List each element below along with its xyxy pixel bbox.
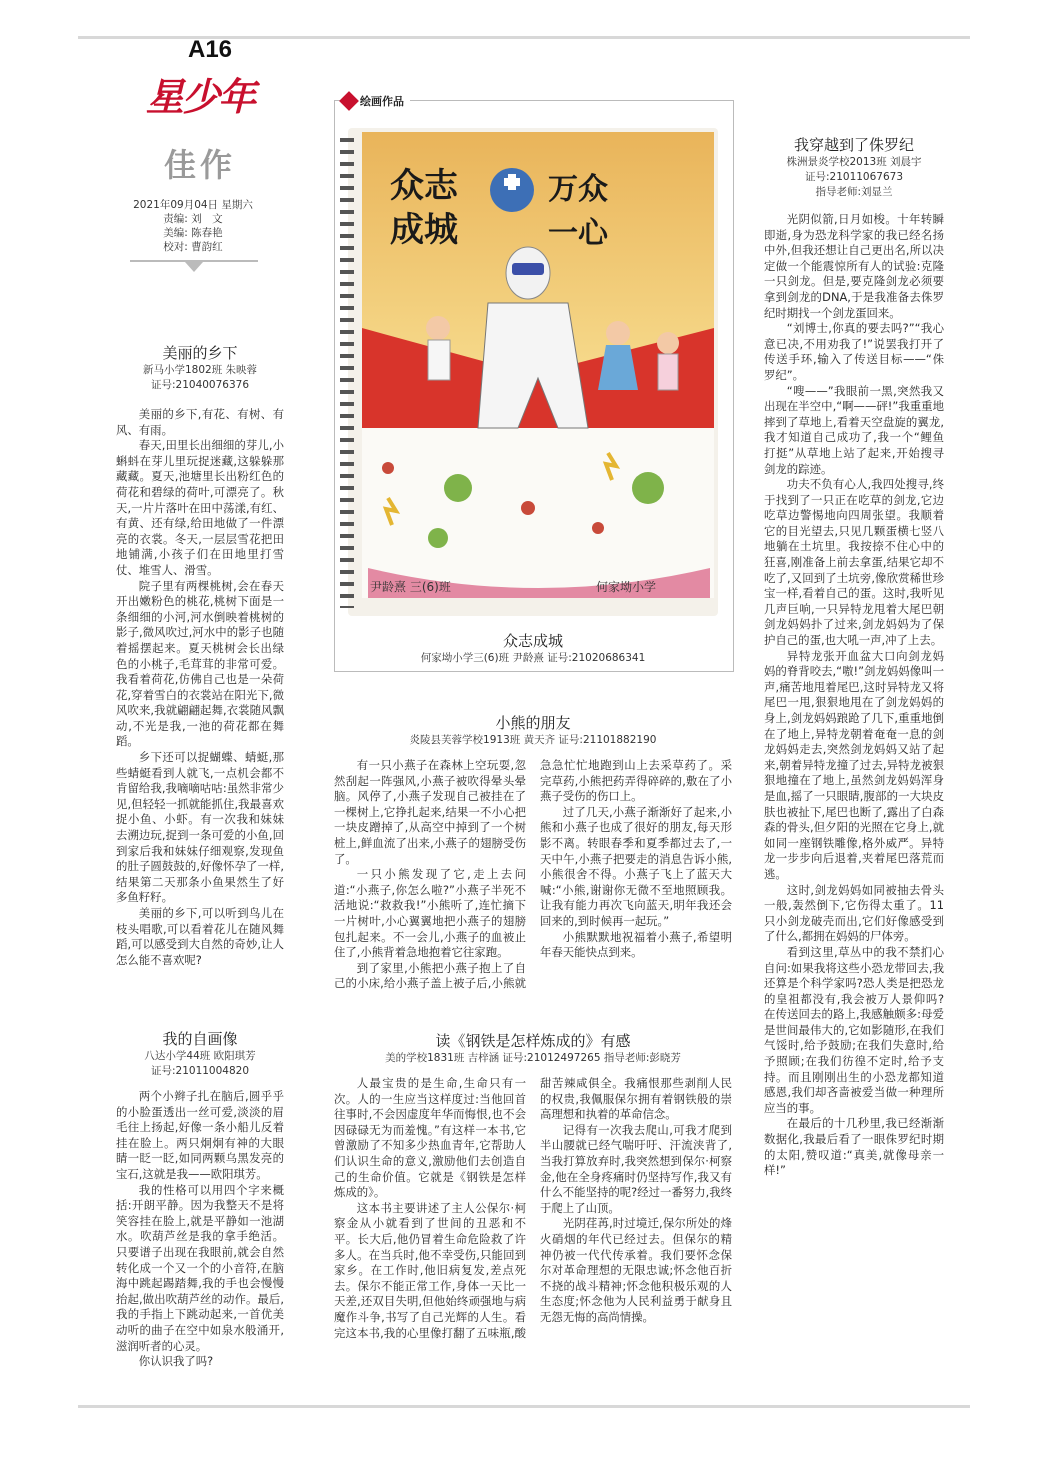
paragraph: 功夫不负有心人,我四处搜寻,终于找到了一只正在吃草的剑龙,它边吃草边警惕地向四周张望。我顺着它的目光望去,只见几颗蛋横七竖八地躺在土坑里。我按捺不住心中的狂喜,刚准备上前去拿蛋,结果它却不吃了,又回到了土坑旁,像欣赏稀世珍宝一样,看着自己的蛋。这时,我听见几声巨响,一只异特龙甩着大尾巴朝剑龙妈妈扑了过来,剑龙妈妈为了保护自己的蛋,也大吼一声,冲了上去。 bbox=[764, 477, 944, 648]
paragraph: 美丽的乡下,可以听到鸟儿在枝头唱歌,可以看着花儿在随风舞蹈,可以感受到大自然的奇妙,让人怎么能不喜欢呢? bbox=[116, 906, 284, 967]
article-teacher: 指导老师:刘显兰 bbox=[815, 186, 893, 198]
logo-text: 星少年 bbox=[145, 75, 254, 119]
article-byline: 株洲景炎学校2013班 刘晨宇 bbox=[786, 156, 922, 168]
page-number: A16 bbox=[187, 36, 233, 63]
article-bear bbox=[334, 712, 732, 1020]
article-byline: 美的学校1831班 吉梓涵 证号:21012497265 指导老师:彭晓芳 bbox=[385, 1052, 681, 1064]
article-title: 小熊的朋友 bbox=[495, 714, 571, 732]
paragraph: 这时,剑龙妈妈如同被抽去骨头一般,轰然倒下,它伤得太重了。11只小剑龙破壳而出,它们好像感受到了什么,都拥在妈妈的尸体旁。 bbox=[764, 882, 944, 944]
paragraph: 春天,田里长出细细的芽儿,小蝌蚪在芽儿里玩捉迷藏,这躲躲那藏藏。夏天,池塘里长出粉红色的荷花和碧绿的荷叶,可漂亮了。秋天,一片片落叶在田中荡漾,有红、有黄、还有绿,给田地做了一件漂亮的衣裳。冬天,一层层雪花把田地铺满,小孩子们在田地里打雪仗、堆雪人、滑雪。 bbox=[116, 438, 284, 577]
issue-date: 2021年09月04日 星期六 bbox=[133, 199, 253, 211]
art-signature-left: 尹龄熹 三(6)班 bbox=[370, 580, 451, 594]
credit-proofreader: 校对: 曹韵红 bbox=[163, 241, 223, 253]
article-body bbox=[334, 1076, 732, 1378]
paragraph: 看到这里,草丛中的我不禁扪心自问:如果我将这些小恐龙带回去,我还算是个科学家吗?恐人类是把恐龙的皇祖都没有,我会被万人景仰吗?在传送回去的路上,我感触颇多:母爱是世间最伟大的,它如影随形,在我们气馁时,给予鼓励;在我们失意时,给予照顾;在我们彷徨不定时,给予支持。而且刚刚出生的小恐龙都知道感恩,我们却吝啬被爱当做一种理所应当的事。 bbox=[764, 944, 944, 1115]
painting-title: 众志成城 bbox=[502, 632, 563, 650]
section-title-box bbox=[150, 140, 250, 186]
paragraph: 过了几天,小燕子渐渐好了起来,小熊和小燕子也成了很好的朋友,每天形影不离。转眼春季和夏季都过去了,一天中午,小燕子把要走的消息告诉小熊,小熊很舍不得。小燕子飞上了蓝天大喊:“小熊,谢谢你无微不至地照顾我。让我有能力再次飞向蓝天,明年我还会回来的,到时候再一起玩。” bbox=[540, 804, 732, 928]
section-title: 佳作 bbox=[163, 146, 236, 184]
painting-artwork bbox=[348, 128, 718, 616]
paragraph: 美丽的乡下,有花、有树、有风、有雨。 bbox=[116, 407, 284, 437]
art-signature-right: 何家坳小学 bbox=[596, 580, 657, 594]
article-jurassic bbox=[764, 134, 944, 1179]
article-title: 美丽的乡下 bbox=[162, 344, 238, 362]
paragraph: 异特龙张开血盆大口向剑龙妈妈的脊背咬去,“嗷!”剑龙妈妈像叫一声,痛苦地甩着尾巴,这时异特龙又将尾巴一甩,狠狠地甩在了剑龙妈妈的身上,剑龙妈妈踉跄了几下,重重地倒在了地上,异特龙朝着奄奄一息的剑龙妈妈走去,突然剑龙妈妈又站了起来,朝着异特龙撞了过去,异特龙被狠狠地撞在了地上,虽然剑龙妈妈浑身是血,摇了一只眼睛,腹部的一大块皮肤也被扯下,尾巴也断了,露出了白森森的骨头,但夕阳的光照在它身上,就如同一座钢铁雕像,格外威严。异特龙一步步向后退着,夹着尾巴落荒而逃。 bbox=[764, 648, 944, 881]
painting-byline: 何家坳小学三(6)班 尹龄熹 证号:21020686341 bbox=[420, 652, 646, 664]
art-text-right: 万众 一心 bbox=[548, 172, 608, 251]
article-title: 我的自画像 bbox=[162, 1030, 238, 1048]
painting-tag: 绘画作品 bbox=[360, 95, 404, 108]
credit-art-editor: 美编: 陈春艳 bbox=[163, 227, 223, 239]
painting-caption bbox=[334, 630, 732, 666]
article-id: 证号:21040076376 bbox=[150, 379, 250, 391]
article-countryside bbox=[116, 342, 284, 968]
article-body bbox=[334, 758, 732, 1020]
painting-tag-box bbox=[340, 92, 410, 110]
paragraph: 人最宝贵的是生命,生命只有一次。人的一生应当这样度过:当他回首往事时,不会因虚度年华而悔恨,也不会因碌碌无为而羞愧。”有这样一本书,它曾激励了不知多少热血青年,它帮助人们认识生命的意义,激励他们去创造自己的生命价值。它就是《钢铁是怎样炼成的》。 bbox=[334, 1076, 526, 1200]
masthead-arrow-icon bbox=[185, 262, 203, 272]
tag-diamond-icon bbox=[339, 91, 359, 111]
paragraph: 记得有一次我去爬山,可我才爬到半山腰就已经气喘吁吁、汗流浃背了,当我打算放弃时,我突然想到保尔·柯察金,他在全身疼痛时仍坚持写作,我又有什么不能坚持的呢?经过一番努力,我终于爬上了山顶。 bbox=[540, 1122, 732, 1215]
masthead-credits bbox=[118, 198, 268, 254]
article-id: 证号:21011004820 bbox=[150, 1065, 250, 1077]
paragraph: 在最后的十几秒里,我已经渐渐数据化,我最后看了一眼侏罗纪时期的太阳,赞叹道:“真美,就像母亲一样!” bbox=[764, 1116, 944, 1178]
paragraph: 院子里有两棵桃树,会在春天开出嫩粉色的桃花,桃树下面是一条细细的小河,河水倒映着桃树的影子,微风吹过,河水中的影子也随着摇摆起来。夏天桃树会长出绿色的小桃子,毛茸茸的非常可爱。我看着荷花,仿佛自己也是一朵荷花,穿着雪白的衣裳站在阳光下,微风吹来,我就翩翩起舞,衣裳随风飘动,不光是我,一池的荷花都在舞蹈。 bbox=[116, 578, 284, 749]
article-byline: 新马小学1802班 朱映蓉 bbox=[142, 364, 258, 376]
article-byline: 八达小学44班 欧阳琪芳 bbox=[144, 1050, 256, 1062]
logo bbox=[140, 66, 260, 121]
paragraph: 我的性格可以用四个字来概括:开朗平静。因为我整天不是将笑容挂在脸上,就是平静如一池湖水。吹葫芦丝是我的拿手绝活。只要谱子出现在我眼前,就会自然转化成一个又一个的小音符,在脑海中跳起踢踏舞,我的手也会慢慢抬起,做出吹葫芦丝的动作。最后,我的手指上下跳动起来,一首优美动听的曲子在空中如泉水般涌开,滋润听者的心灵。 bbox=[116, 1182, 284, 1353]
paragraph: 到了家里,小熊把小燕子抱上了自己的小床,给小燕子盖上被子后,小熊就急急忙忙地跑到山上去采草药了。采完草药,小熊把药弄得碎碎的,敷在了小燕子受伤的伤口上。 bbox=[334, 758, 732, 991]
paragraph: 小熊默默地祝福着小燕子,希望明年春天能快点到来。 bbox=[540, 929, 732, 960]
paragraph: 光阴荏苒,时过境迁,保尔所处的烽火硝烟的年代已经过去。但保尔的精神仍被一代代传承着。我们要怀念保尔对革命理想的无限忠诚;怀念他百折不挠的战斗精神;怀念他积极乐观的人生态度;怀念他为人民利益勇于献身且无怨无悔的高尚情操。 bbox=[540, 1216, 732, 1324]
art-text-left: 众志 成城 bbox=[390, 166, 458, 250]
paragraph: 有一只小燕子在森林上空玩耍,忽然刮起一阵强风,小燕子被吹得晕头晕脑。风停了,小燕子发现自己被挂在了一棵树上,它挣扎起来,结果一不小心把一块皮蹭掉了,从高空中掉到了一个树桩上,鲜血流了出来,小燕子的翅膀受伤了。 bbox=[334, 758, 526, 866]
paragraph: 你认识我了吗? bbox=[138, 1354, 214, 1369]
article-title: 我穿越到了侏罗纪 bbox=[793, 136, 914, 154]
article-steel bbox=[334, 1030, 732, 1378]
article-title: 读《钢铁是怎样炼成的》有感 bbox=[435, 1032, 631, 1050]
bottom-rule bbox=[78, 1405, 970, 1408]
paragraph: “刘博士,你真的要去吗?”“我心意已决,不用劝我了!”说罢我打开了传送手环,输入了传送目标——“侏罗纪”。 bbox=[764, 321, 944, 382]
paragraph: 光阴似箭,日月如梭。十年转瞬即逝,身为恐龙科学家的我已经名扬中外,但我还想让自己更出名,所以决定做一个能震惊所有人的试验:克隆一只剑龙。但是,要克隆剑龙必须要拿到剑龙的DNA,于是我准备去侏罗纪时期找一个剑龙蛋回来。 bbox=[764, 212, 944, 320]
paragraph: 乡下还可以捉蝴蝶、蜻蜓,那些蜻蜓看到人就飞,一点机会都不肯留给我,我嘀嘀咕咕:虽然非常少见,但轻轻一抓就能抓住,我最喜欢捉小鱼、小虾。有一次我和妹妹去溯边玩,捉到一条可爱的小鱼,回到家后我和妹妹仔细观察,发现鱼的肚子圆鼓鼓的,好像怀孕了一样,结果第二天那条小鱼果然生了好多鱼籽籽。 bbox=[116, 750, 284, 905]
masthead bbox=[160, 36, 260, 64]
paragraph: “嗖——”我眼前一黑,突然我又出现在半空中,“啊——砰!”我重重地摔到了草地上,看着天空盘旋的翼龙,我才知道自己成功了,我一个“鲤鱼打挺”从草地上站了起来,开始搜寻剑龙的踪迹。 bbox=[764, 383, 944, 476]
notebook-binding bbox=[340, 138, 354, 608]
article-byline: 炎陵县芙蓉学校1913班 黄天齐 证号:21101882190 bbox=[409, 734, 657, 746]
paragraph: 两个小辫子扎在脑后,圆乎乎的小脸蛋透出一丝可爱,淡淡的眉毛往上扬起,好像一条小船儿反着挂在脸上。两只炯炯有神的大眼睛一眨一眨,如同两颗乌黑发亮的宝石,这就是我——欧阳琪芳。 bbox=[116, 1089, 284, 1181]
credit-editor: 责编: 刘 文 bbox=[163, 213, 223, 225]
paragraph: 这本书主要讲述了主人公保尔·柯察金从小就看到了世间的丑恶和不平。长大后,他仍冒着生命危险救了许多人。在当兵时,他不幸受伤,只能回到家乡。在工作时,他旧病复发,差点死去。保尔不能正常工作,身体一天比一天差,还双目失明,但他始终顽强地与病魔作斗争,书写了自己光辉的人生。看完这本书,我的心里像打翻了五味瓶,酸甜苦辣咸俱全。我痛恨那些剥削人民的权贵,我佩服保尔拥有着钢铁般的崇高理想和执着的革命信念。 bbox=[334, 1076, 732, 1340]
paragraph: 一只小熊发现了它,走上去问道:“小燕子,你怎么啦?”小燕子半死不活地说:“救救我!”小熊听了,连忙摘下一片树叶,小心翼翼地把小燕子的翅膀包扎起来。不一会儿,小燕子的血被止住了,小熊背着急地抱着它往家跑。 bbox=[334, 867, 526, 960]
article-id: 证号:21011067673 bbox=[804, 171, 904, 183]
article-self-portrait bbox=[116, 1028, 284, 1370]
